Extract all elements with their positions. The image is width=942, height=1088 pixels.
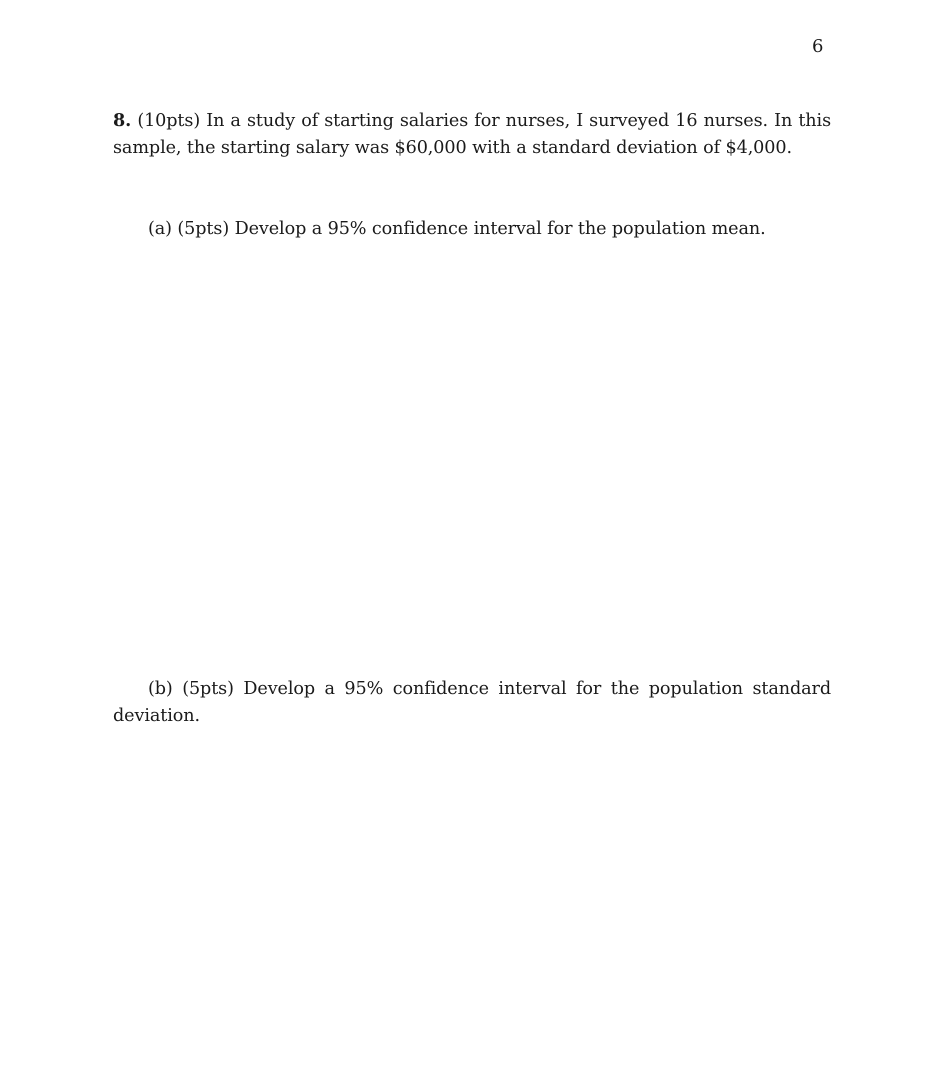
part-a-question: (a) (5pts) Develop a 95% confidence interval for the population mean. — [148, 219, 766, 239]
part-b-question: (b) (5pts) Develop a 95% confidence interval for the population standard deviation. — [113, 679, 831, 726]
part-a-answer-space — [113, 250, 831, 660]
problem-number: 8. — [113, 110, 132, 131]
page-number: 6 — [812, 36, 824, 57]
part-b-answer-space — [113, 736, 831, 1066]
problem-statement — [113, 107, 831, 162]
problem-text: (10pts) In a study of starting salaries for nurses, I surveyed 16 nurses. In this sample, the starting salary was $60,000 with a standard deviation of $4,000. — [113, 111, 831, 158]
